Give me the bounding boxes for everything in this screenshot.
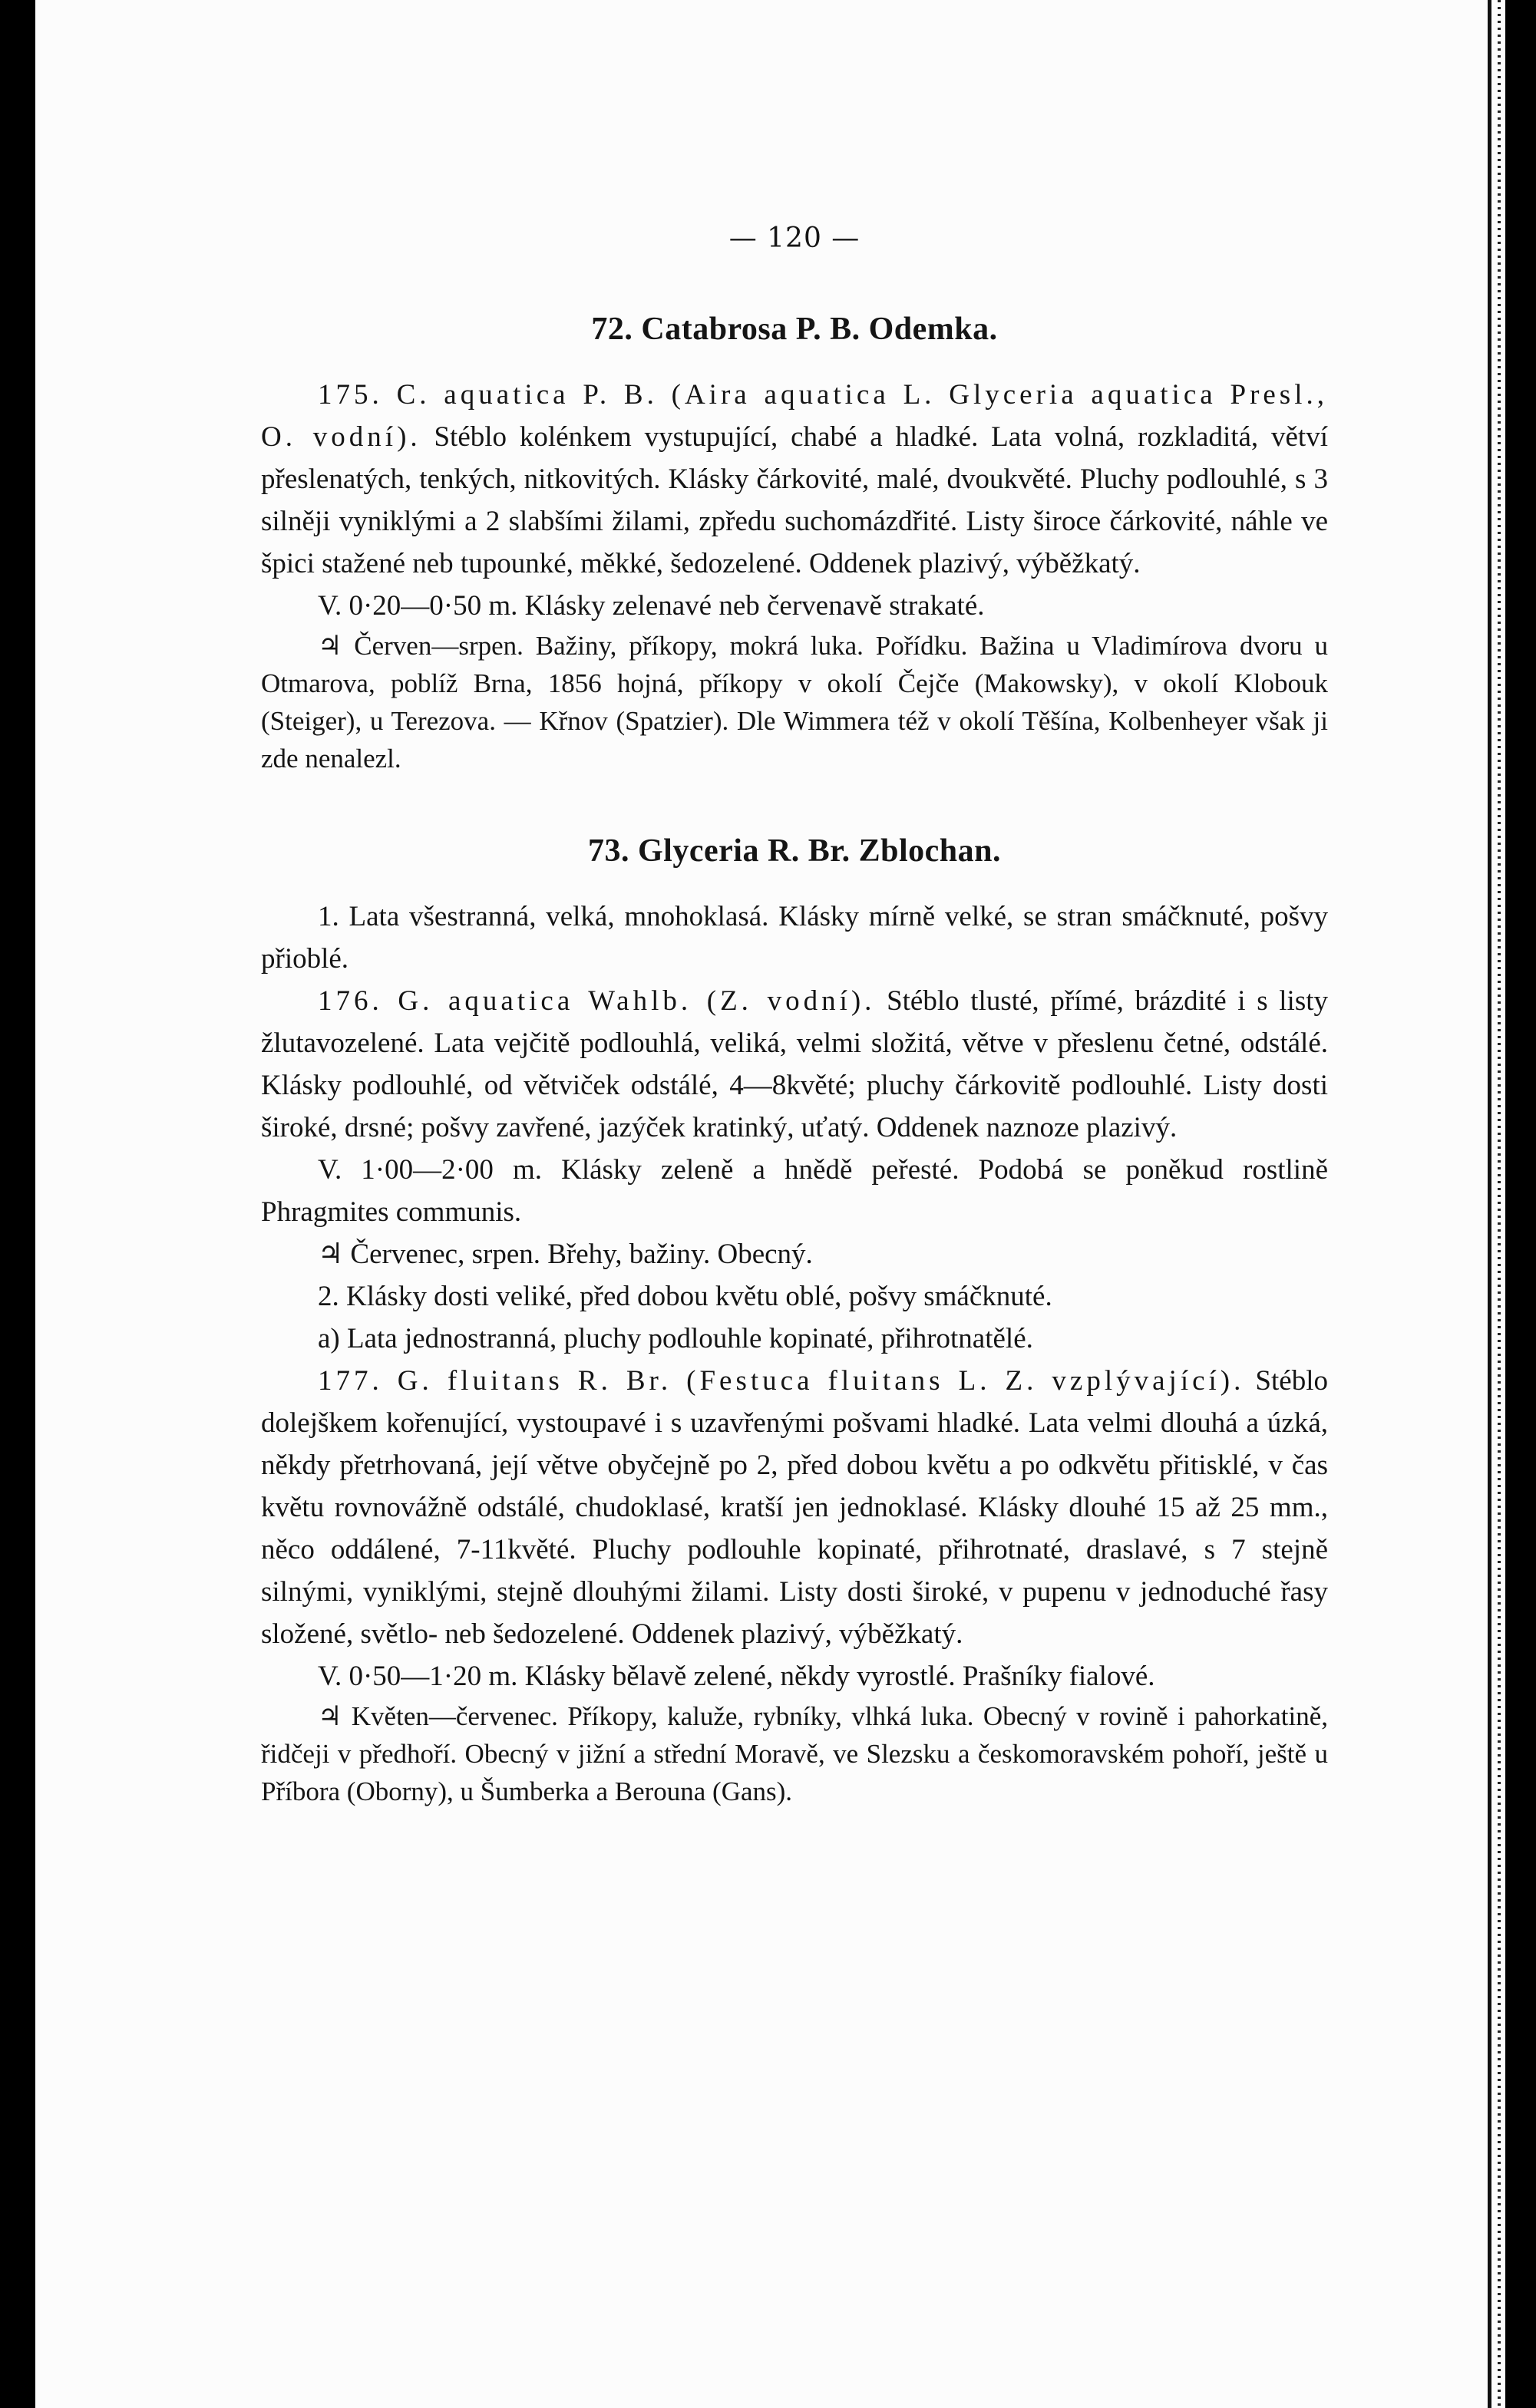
scan-right-inner-line <box>1488 0 1491 2408</box>
species-175-description <box>261 374 1328 585</box>
scan-right-border <box>1505 0 1536 2408</box>
species-176-size: V. 1·00—2·00 m. Klásky zeleně a hnědě peřesté. Podobá se poněkud rostlině Phragmites communis. <box>261 1154 1328 1228</box>
genus-heading-glyceria: 73. Glyceria R. Br. Zblochan. <box>588 833 1001 869</box>
book-page <box>261 223 1328 1810</box>
species-176-distribution: ♃ Červenec, srpen. Břehy, bažiny. Obecný. <box>318 1239 813 1270</box>
page-number: — 120 — <box>728 223 860 254</box>
species-177-name: 177. G. fluitans R. Br. (Festuca fluitans L. Z. vzplývající). <box>318 1365 1245 1397</box>
species-176-text: Stéblo tlusté, přímé, brázdité i s listy žlutavozelené. Lata vejčitě podlouhlá, veliká, velmi složitá, větve v přeslenu četné, odstálé. Klásky podlouhlé, od větviček odstálé, 4—8květé; pluchy čárkovitě podlouhlé. Listy dosti široké, drsné; pošvy zavřené, jazýček kratinký, uťatý. Oddenek naznoze plazivý. <box>261 985 1328 1143</box>
scan-right-binding-dots <box>1498 0 1501 2408</box>
species-175-distribution: ♃ Červen—srpen. Bažiny, příkopy, mokrá luka. Pořídku. Bažina u Vladimírova dvoru u Otmarova, poblíž Brna, 1856 hojná, příkopy v okolí Čejče (Makowsky), v okolí Klobouk (Steiger), u Terezova. — Křnov (Spatzier). Dle Wimmera též v okolí Těšína, Kolbenheyer však ji zde nenalezl. <box>261 631 1328 774</box>
species-177-distribution: ♃ Květen—červenec. Příkopy, kaluže, rybníky, vlhká luka. Obecný v rovině i pahorkatině, řidčeji v předhoří. Obecný v jižní a střední Moravě, ve Slezsku a českomoravském pohoří, ještě u Příbora (Oborny), u Šumberka a Berouna (Gans). <box>261 1701 1328 1806</box>
species-175-size: V. 0·20—0·50 m. Klásky zelenavé neb červenavě strakaté. <box>318 590 985 622</box>
species-177-size: V. 0·50—1·20 m. Klásky bělavě zelené, někdy vyrostlé. Prašníky fialové. <box>318 1661 1155 1692</box>
key-2: 2. Klásky dosti veliké, před dobou květu oblé, pošvy smáčknuté. <box>318 1281 1052 1312</box>
species-177-description <box>261 1360 1328 1655</box>
scan-left-border <box>0 0 35 2408</box>
key-2a: a) Lata jednostranná, pluchy podlouhle kopinaté, přihrotnatělé. <box>318 1323 1033 1354</box>
species-176-name: 176. G. aquatica Wahlb. (Z. vodní). <box>318 985 876 1017</box>
species-177-text: Stéblo dolejškem kořenující, vystoupavé i s uzavřenými pošvami hladké. Lata velmi dlouhá a úzká, někdy přetrhovaná, její větve obyčejně po 2, před dobou květu a po odkvětu přitisklé, v čas květu rovnovážně odstálé, chudoklasé, kratší jen jednoklasé. Klásky dlouhé 15 až 25 mm., něco oddálené, 7-11květé. Pluchy podlouhle kopinaté, přihrotnaté, draslavé, s 7 stejně silnými, vyniklými, stejně dlouhými žilami. Listy dosti široké, v pupenu v jednoduché řasy složené, světlo- neb šedozelené. Oddenek plazivý, výběžkatý. <box>261 1365 1328 1650</box>
species-176-description <box>261 980 1328 1149</box>
genus-heading-catabrosa: 72. Catabrosa P. B. Odemka. <box>591 312 998 347</box>
key-1: 1. Lata všestranná, velká, mnohoklasá. Klásky mírně velké, se stran smáčknuté, pošvy přioblé. <box>261 901 1328 975</box>
species-175-name: 175. C. aquatica P. B. (Aira aquatica L. Glyceria aquatica Presl., O. vodní). <box>261 379 1328 453</box>
species-175-text: Stéblo kolénkem vystupující, chabé a hladké. Lata volná, rozkladitá, větví přeslenatých, tenkých, nitkovitých. Klásky čárkovité, malé, dvoukvěté. Pluchy podlouhlé, s 3 silněji vyniklými a 2 slabšími žilami, zpředu suchomázdřité. Listy široce čárkovité, náhle ve špici stažené neb tupounké, měkké, šedozelené. Oddenek plazivý, výběžkatý. <box>261 421 1328 579</box>
